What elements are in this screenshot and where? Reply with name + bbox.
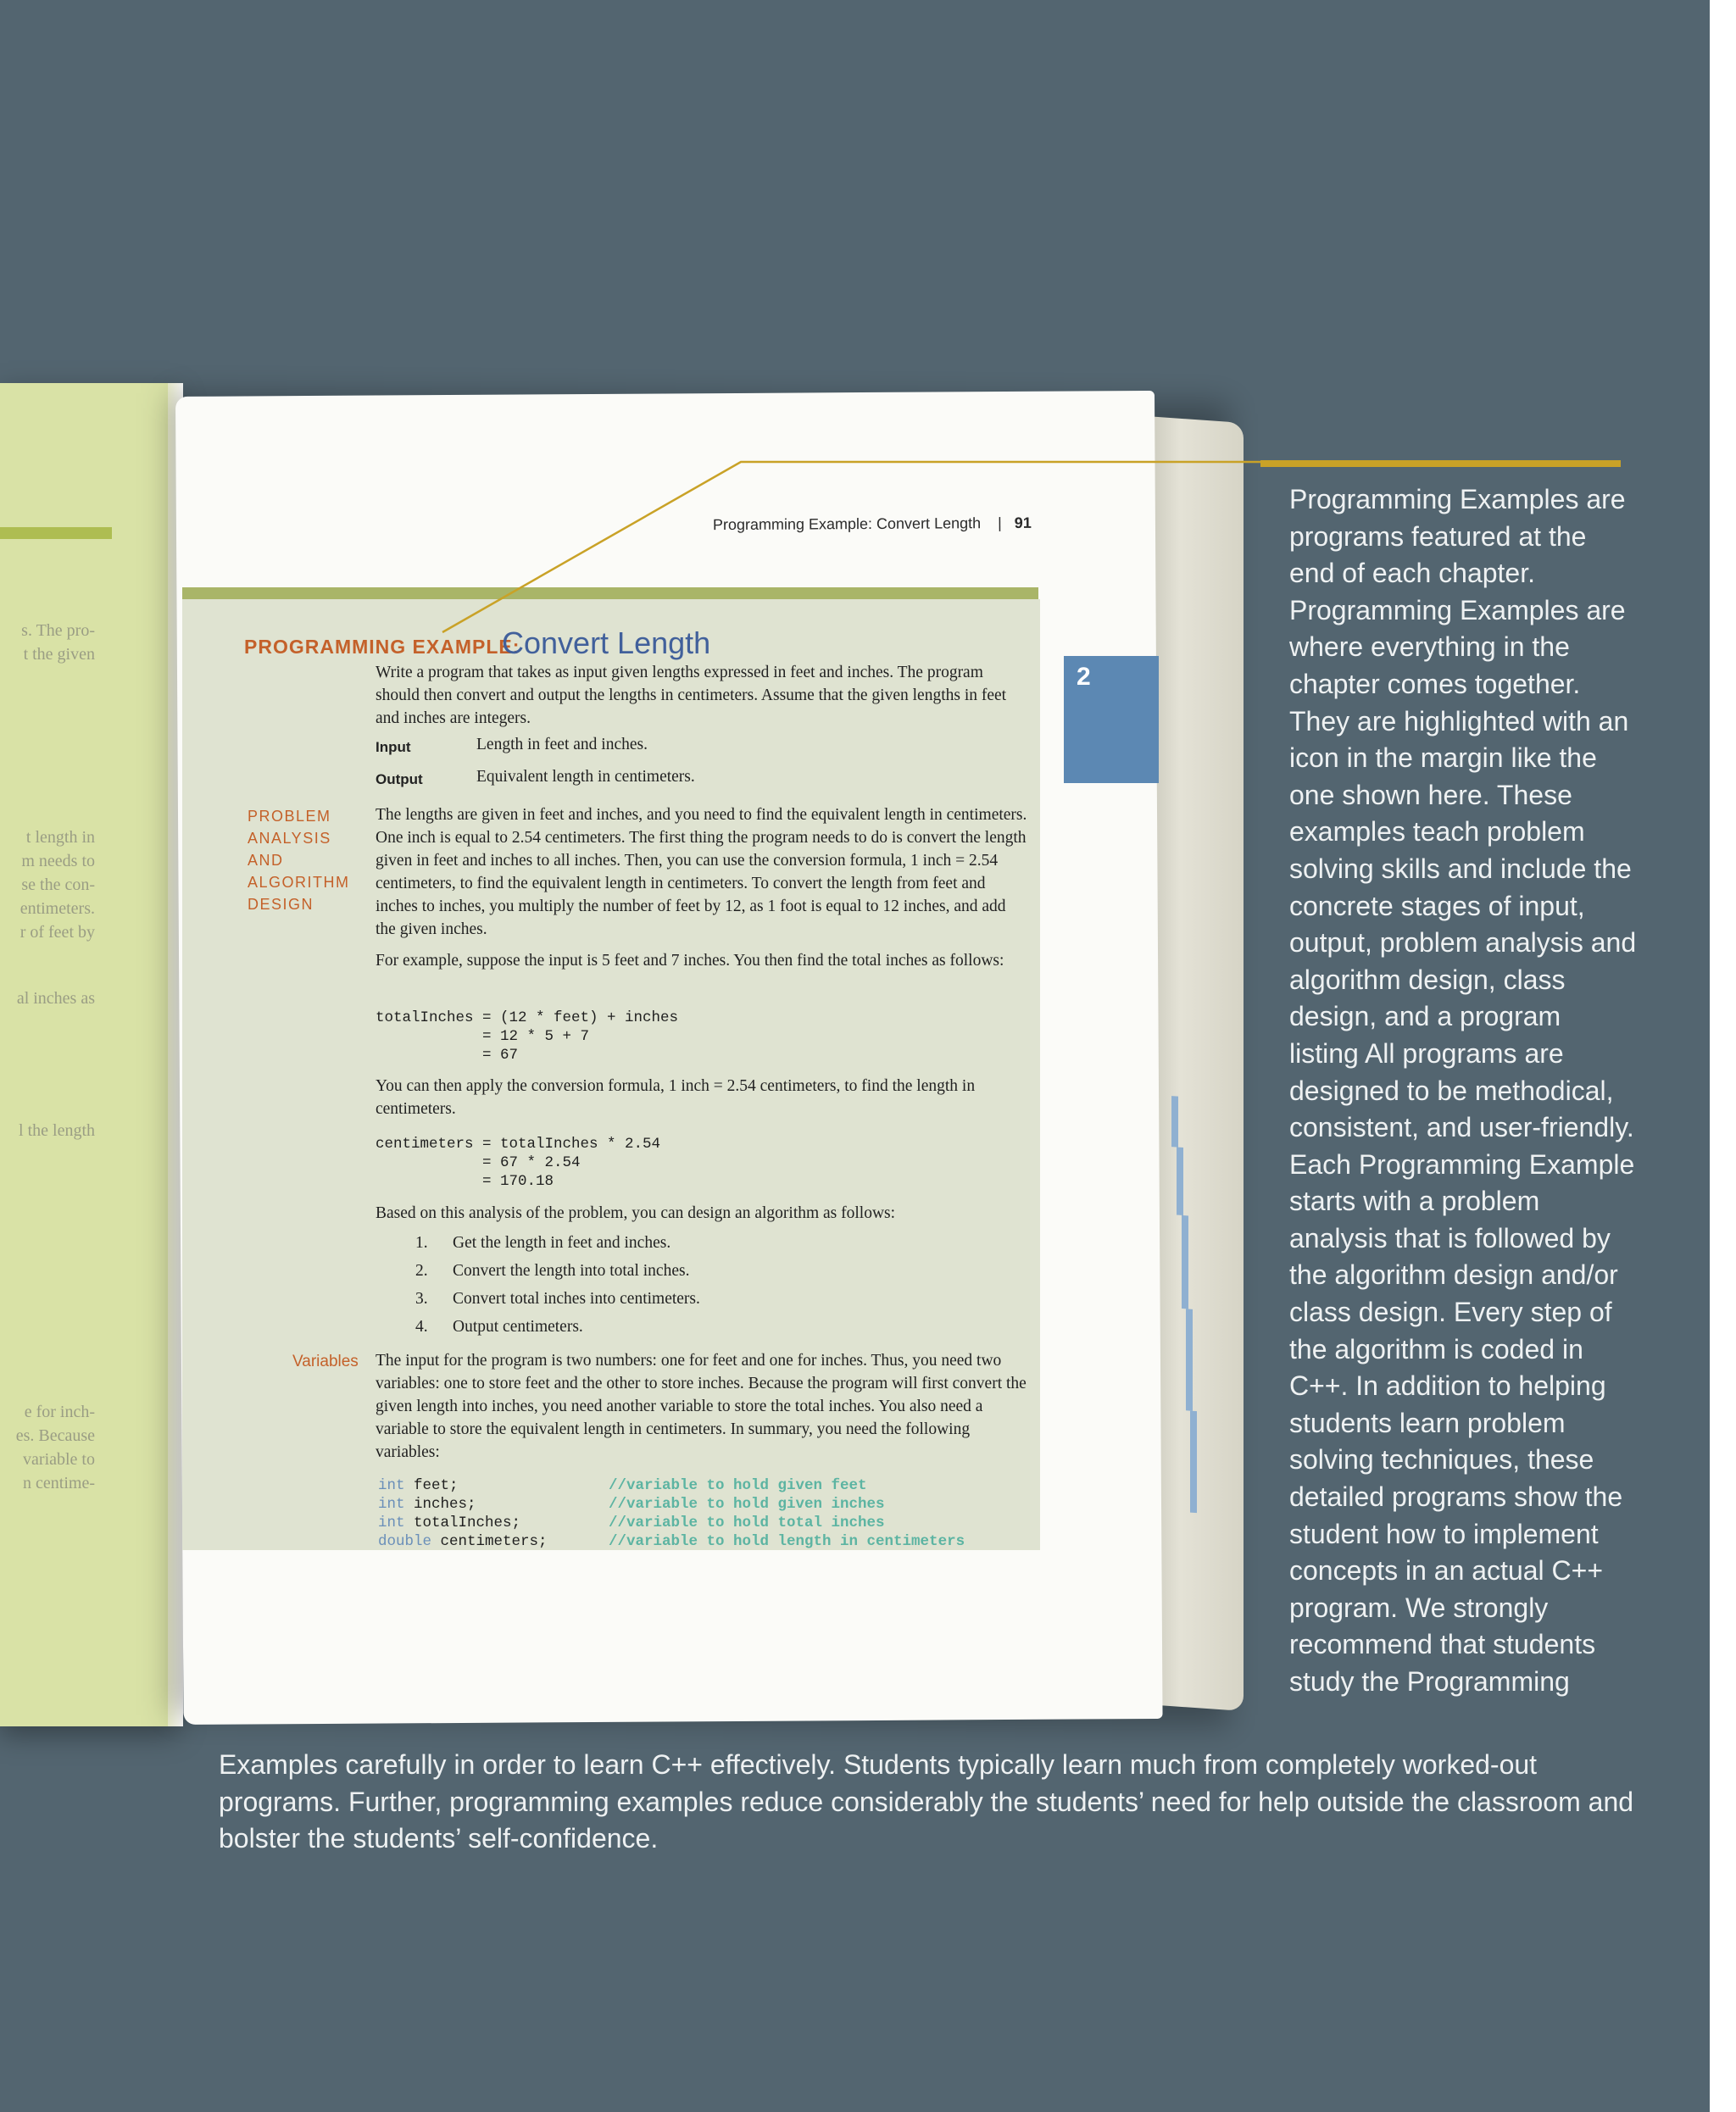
variables-paragraph: The input for the program is two numbers: one for feet and one for inches. Thus, you need two variables: one to store feet and the other to store inches. Because the program will first convert the given length into inches, you need another variable to store the total inches. You also need a variable to store the equivalent length in centimeters. In summary, you need the following variables:	[376, 1352, 1027, 1461]
analysis-paragraph: The lengths are given in feet and inches, and you need to find the equivalent length in centimeters. One inch is equal to 2.54 centimeters. The first thing the program needs to do is convert the length given in feet and inches to all inches. Then, you can use the conversion formula, 1 inch = 2.54 centimeters, to find the equivalent length in centimeters. To convert the length from feet and inches to inches, you multiply the number of feet by 12, as 1 foot is equal to 12 inches, and add the given inches.	[376, 806, 1027, 938]
input-value: Length in feet and inches.	[476, 736, 648, 753]
left-page-fragment: al inches as	[16, 989, 95, 1008]
edge-marker	[1186, 1309, 1193, 1411]
left-book-page	[0, 383, 178, 1726]
left-page-fragment: r of feet by	[19, 923, 95, 942]
left-page-green-bar	[0, 527, 112, 539]
running-header	[713, 514, 1032, 534]
example-title: Convert Length	[502, 625, 711, 660]
section-rule	[182, 587, 1038, 599]
input-label: Input	[376, 739, 411, 755]
code-centimeters: centimeters = totalInches * 2.54 = 67 * 2.54 = 170.18	[376, 1136, 661, 1190]
left-page-fragment: s. The pro-	[21, 621, 95, 640]
declaration-row: int totalInches; //variable to hold total inches	[378, 1515, 885, 1531]
example-paragraph: For example, suppose the input is 5 feet and 7 inches. You then find the total inches as follows:	[376, 952, 1004, 970]
output-value: Equivalent length in centimeters.	[476, 768, 695, 786]
edge-marker	[1171, 1096, 1178, 1148]
declaration-row: double centimeters; //variable to hold length in centimeters	[378, 1533, 965, 1550]
left-page-fragment: e for inch-	[24, 1403, 95, 1421]
left-page-fragment: m needs to	[21, 852, 95, 870]
left-page-fragment: l the length	[19, 1121, 95, 1140]
page-number: | 91	[998, 514, 1032, 532]
page-margin	[1710, 0, 1736, 2112]
variables-label: Variables	[292, 1353, 359, 1370]
variable-declarations	[378, 1476, 965, 1551]
algorithm-steps	[415, 1234, 700, 1346]
edge-marker	[1182, 1215, 1188, 1309]
left-page-fragment: es. Because	[15, 1426, 95, 1445]
left-page-fragment: variable to	[23, 1450, 95, 1469]
chapter-tab	[1064, 656, 1159, 783]
declaration-row: int feet; //variable to hold given feet	[378, 1477, 867, 1494]
intro-paragraph: Write a program that takes as input given lengths expressed in feet and inches. The program should then convert and output the lengths in centimeters. Assume that the given lengths in feet and inches are integers.	[376, 664, 1007, 727]
header-title: Programming Example: Convert Length	[712, 514, 982, 534]
chapter-number: 2	[1077, 663, 1091, 691]
algorithm-step: 1. Get the length in feet and inches.	[415, 1234, 671, 1252]
edge-marker	[1190, 1411, 1197, 1514]
left-page-fragment: n centime-	[23, 1474, 95, 1492]
left-page-fragment: t length in	[25, 828, 95, 847]
description-continuation: Examples carefully in order to learn C++ effectively. Students typically learn much from completely worked-out programs. Further, programming examples reduce considerably the students’ need for help outside the classroom and bolster the students’ self-confidence.	[219, 1749, 1634, 1854]
callout-gold-bar	[1260, 460, 1621, 467]
algorithm-step: 2. Convert the length into total inches.	[415, 1262, 690, 1280]
apply-paragraph: You can then apply the conversion formula, 1 inch = 2.54 centimeters, to find the length in centimeters.	[376, 1077, 976, 1118]
left-page-fragment: t the given	[23, 645, 95, 664]
left-page-fragment: se the con-	[21, 875, 95, 894]
left-page-fragment: entimeters.	[19, 899, 95, 918]
description-column: Programming Examples are programs featured at the end of each chapter. Programming Examples are where everything in the chapter comes together. They are highlighted with an icon in the margin like the one shown here. These examples teach problem solving skills and include the concrete stages of input, output, problem analysis and algorithm design, class design, and a program listing All programs are designed to be methodical, consistent, and user-friendly. Each Programming Example starts with a problem analysis that is followed by the algorithm design and/or class design. Every step of the algorithm is coded in C++. In addition to helping students learn problem solving techniques, these detailed programs show the student how to implement concepts in an actual C++ program. We strongly recommend that students study the Programming	[1289, 484, 1637, 1697]
declaration-row: int inches; //variable to hold given inches	[378, 1496, 885, 1513]
algorithm-step: 4. Output centimeters.	[415, 1318, 583, 1336]
algorithm-step: 3. Convert total inches into centimeters.	[415, 1290, 700, 1308]
analysis-label: PROBLEM ANALYSIS AND ALGORITHM DESIGN	[248, 808, 350, 913]
example-label: PROGRAMMING EXAMPLE:	[244, 636, 520, 658]
output-label: Output	[376, 771, 423, 787]
edge-marker	[1177, 1147, 1183, 1215]
algorithm-intro: Based on this analysis of the problem, you can design an algorithm as follows:	[376, 1204, 896, 1222]
code-total-inches: totalInches = (12 * feet) + inches = 12 * 5 + 7 = 67	[376, 1009, 679, 1064]
